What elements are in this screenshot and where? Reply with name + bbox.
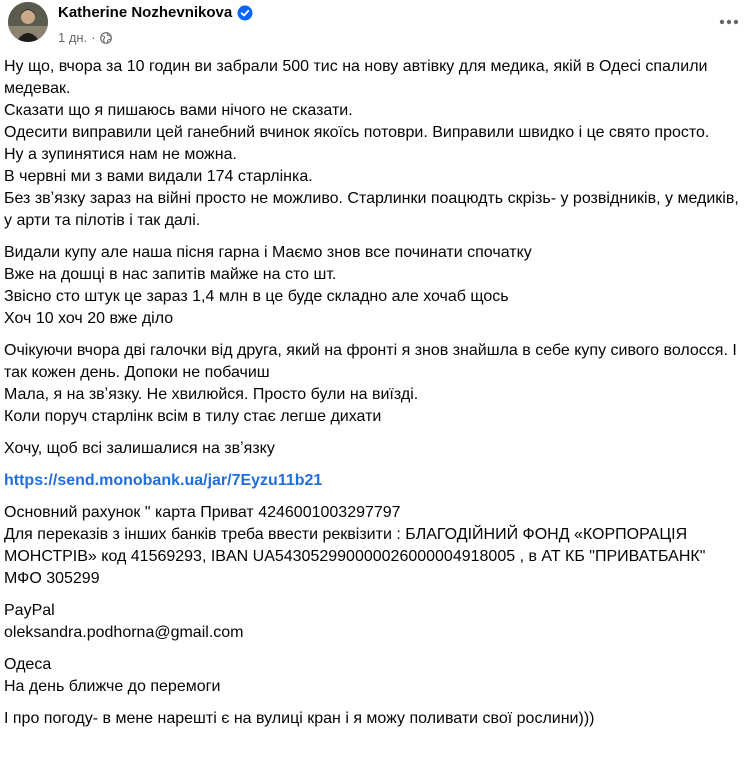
- text-line: Одеса: [4, 656, 52, 673]
- text-line: В червні ми з вами видали 174 старлінка.: [4, 168, 313, 185]
- author-name[interactable]: [58, 4, 253, 21]
- donation-link-paragraph: [4, 470, 744, 492]
- text-line: Хочу, щоб всі залишалися на звʼязку: [4, 440, 275, 457]
- paypal-email: oleksandra.podhorna@gmail.com: [4, 624, 244, 641]
- verified-badge-icon: [237, 5, 253, 21]
- post-meta: [58, 30, 112, 45]
- text-line: Коли поруч старлінк всім в тилу стає легше дихати: [4, 408, 382, 425]
- post-header: [0, 0, 753, 56]
- final-paragraph: [4, 708, 744, 730]
- paragraph-2: [4, 242, 744, 330]
- text-line: Очікуючи вчора дві галочки від друга, який на фронті я знов знайшла в себе купу сивого волосся. І так кожен день. Допоки не побачиш: [4, 342, 737, 381]
- meta-separator: ·: [91, 30, 96, 45]
- text-line: Вже на дошці в нас запитів майже на сто шт.: [4, 266, 337, 283]
- text-line: Мала, я на звʼязку. Не хвилюйся. Просто були на виїзді.: [4, 386, 419, 403]
- text-line: На день ближче до перемоги: [4, 678, 221, 695]
- text-line: Без звʼязку зараз на війні просто не можливо. Старлинки поацюдть скрізь- у розвідників, у медиків, у арти та пілотів і так далі.: [4, 190, 739, 229]
- text-line: Хоч 10 хоч 20 вже діло: [4, 310, 174, 327]
- closing-paragraph: [4, 654, 744, 698]
- text-line: Ну що, вчора за 10 годин ви забрали 500 тис на нову автівку для медика, якій в Одесі спалили медевак.: [4, 58, 708, 97]
- monobank-jar-link[interactable]: https://send.monobank.ua/jar/7Eyzu11b21: [4, 472, 323, 489]
- text-line: Видали купу але наша пісня гарна і Маємо знов все починати спочатку: [4, 244, 532, 261]
- text-line: Одесити виправили цей ганебний вчинок якоїсь потоври. Виправили швидко і це свято просто.: [4, 124, 710, 141]
- author-name-text[interactable]: Katherine Nozhevnikova: [58, 4, 233, 21]
- post-time[interactable]: 1 дн.: [58, 30, 88, 45]
- bank-details: [4, 502, 744, 590]
- paragraph-3: [4, 340, 744, 428]
- text-line: Звісно сто штук це зараз 1,4 млн в це буде складно але хочаб щось: [4, 288, 509, 305]
- more-options-icon[interactable]: [715, 8, 743, 36]
- paragraph-1: [4, 56, 744, 232]
- paragraph-4: [4, 438, 744, 460]
- globe-icon[interactable]: [100, 32, 112, 44]
- text-line: PayPal: [4, 602, 55, 619]
- text-line: Ну а зупинятися нам не можна.: [4, 146, 237, 163]
- avatar[interactable]: [8, 2, 48, 42]
- text-line: Сказати що я пишаюсь вами нічого не сказати.: [4, 102, 353, 119]
- post-body: [4, 56, 744, 740]
- paypal-details: [4, 600, 744, 644]
- text-line: Основний рахунок " карта Приват 4246001003297797: [4, 504, 401, 521]
- text-line: І про погоду- в мене нарешті є на вулиці кран і я можу поливати свої рослини))): [4, 710, 595, 727]
- text-line: Для переказів з інших банків треба ввести реквізити : БЛАГОДІЙНИЙ ФОНД «КОРПОРАЦІЯ МОНСТРІВ» код 41569293, IBAN UA543052990000026000004918005 , в АТ КБ "ПРИВАТБАНК" МФО 305299: [4, 526, 706, 587]
